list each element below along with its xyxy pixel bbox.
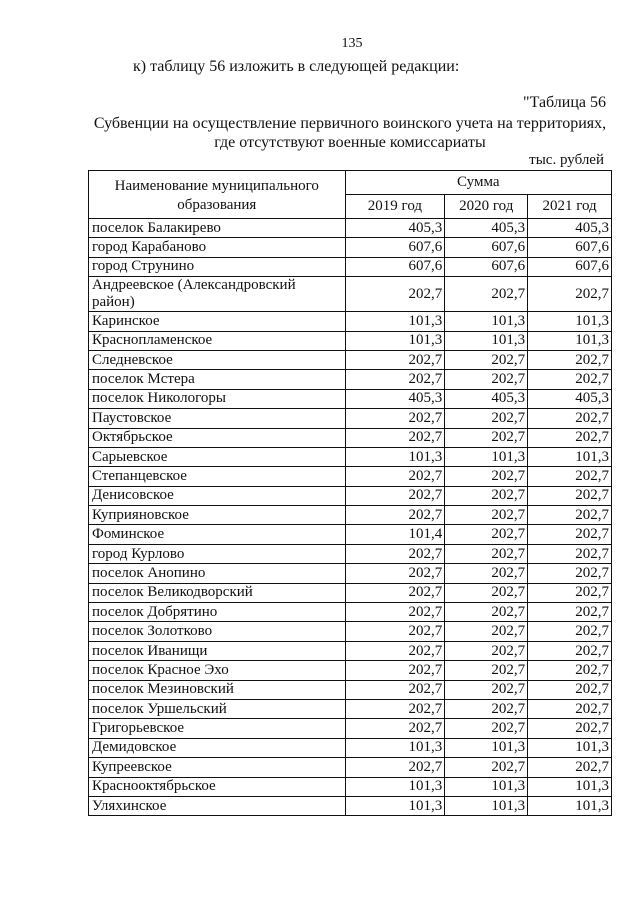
amount-2021: 101,3 — [528, 447, 612, 466]
title-line-2: где отсутствуют военные комиссариаты — [214, 134, 486, 151]
table-row — [89, 486, 612, 505]
amount-2021: 101,3 — [528, 738, 612, 757]
amount-2020: 202,7 — [445, 641, 528, 660]
amount-2021: 101,3 — [528, 796, 612, 815]
amount-2021: 202,7 — [528, 622, 612, 641]
amount-2021: 202,7 — [528, 603, 612, 622]
table-row — [89, 758, 612, 777]
municipality-name: Андреевское (Александровский район) — [89, 277, 346, 312]
municipality-name: поселок Красное Эхо — [89, 661, 346, 680]
amount-2021: 202,7 — [528, 467, 612, 486]
amount-2020: 101,3 — [445, 447, 528, 466]
municipality-name: Степанцевское — [89, 467, 346, 486]
amount-2020: 405,3 — [445, 389, 528, 408]
municipality-name: Демидовское — [89, 738, 346, 757]
amount-2019: 101,3 — [345, 331, 445, 350]
title-line-1: Субвенции на осуществление первичного воинского учета на территориях, — [93, 115, 607, 132]
amount-2019: 405,3 — [345, 389, 445, 408]
table-label: "Таблица 56 — [523, 94, 606, 111]
amount-2020: 101,3 — [445, 796, 528, 815]
amount-2019: 202,7 — [345, 428, 445, 447]
table-row — [89, 219, 612, 238]
amount-2019: 202,7 — [345, 486, 445, 505]
table-row — [89, 409, 612, 428]
amount-2019: 607,6 — [345, 257, 445, 276]
amount-2021: 405,3 — [528, 219, 612, 238]
amount-2020: 202,7 — [445, 661, 528, 680]
municipality-name: поселок Великодворский — [89, 583, 346, 602]
header-sum: Сумма — [345, 171, 611, 195]
amount-2019: 101,3 — [345, 738, 445, 757]
amount-2019: 202,7 — [345, 409, 445, 428]
amount-2020: 202,7 — [445, 564, 528, 583]
municipality-name: поселок Золотково — [89, 622, 346, 641]
amount-2021: 101,3 — [528, 312, 612, 331]
amount-2020: 202,7 — [445, 506, 528, 525]
amount-2019: 202,7 — [345, 699, 445, 718]
amount-2019: 101,4 — [345, 525, 445, 544]
municipality-name: Октябрьское — [89, 428, 346, 447]
amount-2021: 202,7 — [528, 758, 612, 777]
amount-2020: 101,3 — [445, 738, 528, 757]
amount-2021: 202,7 — [528, 719, 612, 738]
amount-2020: 202,7 — [445, 350, 528, 369]
amount-2021: 101,3 — [528, 331, 612, 350]
table-row — [89, 622, 612, 641]
amount-2020: 202,7 — [445, 277, 528, 312]
table-row — [89, 428, 612, 447]
table-row — [89, 312, 612, 331]
amount-2019: 607,6 — [345, 238, 445, 257]
amount-2020: 202,7 — [445, 622, 528, 641]
amount-2020: 607,6 — [445, 257, 528, 276]
amount-2020: 202,7 — [445, 428, 528, 447]
amount-2021: 202,7 — [528, 409, 612, 428]
intro-text: к) таблицу 56 изложить в следующей редакции: — [133, 58, 460, 75]
amount-2019: 101,3 — [345, 312, 445, 331]
amount-2020: 202,7 — [445, 758, 528, 777]
amount-2021: 202,7 — [528, 641, 612, 660]
amount-2021: 607,6 — [528, 238, 612, 257]
units-label: тыс. рублей — [529, 152, 604, 168]
amount-2021: 202,7 — [528, 525, 612, 544]
table-row — [89, 467, 612, 486]
amount-2020: 101,3 — [445, 331, 528, 350]
amount-2020: 607,6 — [445, 238, 528, 257]
amount-2019: 202,7 — [345, 661, 445, 680]
amount-2020: 202,7 — [445, 583, 528, 602]
amount-2021: 202,7 — [528, 350, 612, 369]
amount-2019: 202,7 — [345, 370, 445, 389]
subsidy-table — [88, 170, 612, 816]
amount-2019: 202,7 — [345, 622, 445, 641]
amount-2019: 202,7 — [345, 583, 445, 602]
amount-2021: 202,7 — [528, 544, 612, 563]
amount-2020: 405,3 — [445, 219, 528, 238]
municipality-name: город Струнино — [89, 257, 346, 276]
table-row — [89, 350, 612, 369]
municipality-name: Краснопламенское — [89, 331, 346, 350]
table-title — [60, 114, 640, 152]
municipality-name: поселок Иванищи — [89, 641, 346, 660]
amount-2020: 202,7 — [445, 603, 528, 622]
municipality-name: Денисовское — [89, 486, 346, 505]
header-year-2021: 2021 год — [528, 195, 612, 219]
municipality-name: Купреевское — [89, 758, 346, 777]
amount-2019: 202,7 — [345, 719, 445, 738]
table-row — [89, 603, 612, 622]
table-row — [89, 238, 612, 257]
table-row — [89, 544, 612, 563]
municipality-name: Куприяновское — [89, 506, 346, 525]
amount-2019: 202,7 — [345, 603, 445, 622]
municipality-name: город Карабаново — [89, 238, 346, 257]
amount-2021: 202,7 — [528, 699, 612, 718]
table-row — [89, 738, 612, 757]
amount-2020: 101,3 — [445, 312, 528, 331]
table-row — [89, 641, 612, 660]
amount-2019: 202,7 — [345, 506, 445, 525]
municipality-name: поселок Балакирево — [89, 219, 346, 238]
table-row — [89, 661, 612, 680]
amount-2020: 202,7 — [445, 699, 528, 718]
amount-2020: 101,3 — [445, 777, 528, 796]
amount-2020: 202,7 — [445, 544, 528, 563]
amount-2021: 101,3 — [528, 777, 612, 796]
table-row — [89, 331, 612, 350]
header-year-2019: 2019 год — [345, 195, 445, 219]
municipality-name: поселок Анопино — [89, 564, 346, 583]
municipality-name: Паустовское — [89, 409, 346, 428]
municipality-name: поселок Добрятино — [89, 603, 346, 622]
amount-2021: 202,7 — [528, 506, 612, 525]
amount-2020: 202,7 — [445, 680, 528, 699]
municipality-name: поселок Мезиновский — [89, 680, 346, 699]
table-row — [89, 699, 612, 718]
municipality-name: поселок Уршельский — [89, 699, 346, 718]
amount-2020: 202,7 — [445, 370, 528, 389]
table-row — [89, 447, 612, 466]
header-year-2020: 2020 год — [445, 195, 528, 219]
table-row — [89, 257, 612, 276]
amount-2019: 202,7 — [345, 467, 445, 486]
municipality-name: Фоминское — [89, 525, 346, 544]
municipality-name: Сарыевское — [89, 447, 346, 466]
amount-2021: 202,7 — [528, 564, 612, 583]
amount-2019: 202,7 — [345, 641, 445, 660]
table-row — [89, 777, 612, 796]
municipality-name: Краснооктябрьское — [89, 777, 346, 796]
amount-2019: 101,3 — [345, 447, 445, 466]
municipality-name: Григорьевское — [89, 719, 346, 738]
table-row — [89, 525, 612, 544]
municipality-name: Следневское — [89, 350, 346, 369]
amount-2020: 202,7 — [445, 409, 528, 428]
municipality-name: Уляхинское — [89, 796, 346, 815]
table-row — [89, 680, 612, 699]
table-row — [89, 277, 612, 312]
amount-2019: 202,7 — [345, 544, 445, 563]
table-row — [89, 389, 612, 408]
table-row — [89, 370, 612, 389]
table-row — [89, 564, 612, 583]
header-name: Наименование муниципального образования — [89, 171, 346, 219]
amount-2021: 202,7 — [528, 277, 612, 312]
amount-2021: 202,7 — [528, 428, 612, 447]
amount-2019: 405,3 — [345, 219, 445, 238]
amount-2021: 202,7 — [528, 583, 612, 602]
amount-2020: 202,7 — [445, 719, 528, 738]
amount-2019: 202,7 — [345, 350, 445, 369]
amount-2019: 101,3 — [345, 777, 445, 796]
table-row — [89, 506, 612, 525]
amount-2020: 202,7 — [445, 467, 528, 486]
table-row — [89, 583, 612, 602]
amount-2021: 202,7 — [528, 680, 612, 699]
municipality-name: поселок Никологоры — [89, 389, 346, 408]
amount-2019: 202,7 — [345, 758, 445, 777]
table-row — [89, 719, 612, 738]
amount-2021: 405,3 — [528, 389, 612, 408]
municipality-name: поселок Мстера — [89, 370, 346, 389]
page-number: 135 — [341, 36, 363, 51]
municipality-name: город Курлово — [89, 544, 346, 563]
amount-2019: 101,3 — [345, 796, 445, 815]
amount-2020: 202,7 — [445, 525, 528, 544]
amount-2021: 607,6 — [528, 257, 612, 276]
table-row — [89, 796, 612, 815]
municipality-name: Каринское — [89, 312, 346, 331]
amount-2019: 202,7 — [345, 277, 445, 312]
amount-2021: 202,7 — [528, 370, 612, 389]
amount-2021: 202,7 — [528, 486, 612, 505]
amount-2020: 202,7 — [445, 486, 528, 505]
amount-2021: 202,7 — [528, 661, 612, 680]
amount-2019: 202,7 — [345, 680, 445, 699]
amount-2019: 202,7 — [345, 564, 445, 583]
